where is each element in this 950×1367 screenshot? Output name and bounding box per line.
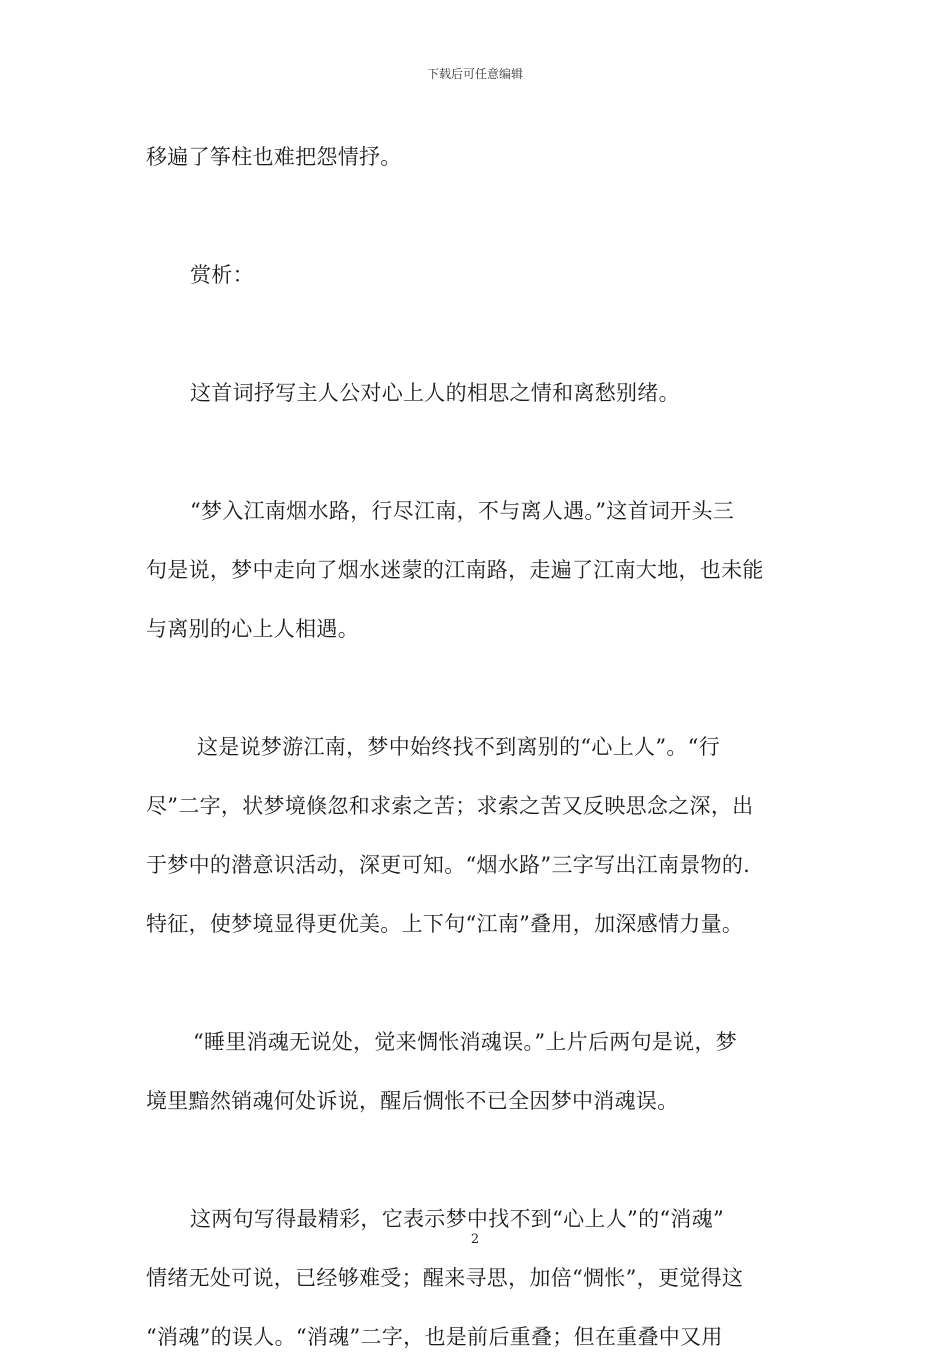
text-line: 境里黯然销魂何处诉说，醒后惆怅不已全因梦中消魂误。 (146, 1089, 679, 1113)
blank-line (146, 187, 806, 246)
blank-line (146, 305, 806, 364)
text-line: 与离别的心上人相遇。 (146, 617, 359, 641)
text-line: “消魂”的误人。“消魂”二字，也是前后重叠；但在重叠中又用 (146, 1325, 723, 1349)
text-line: “睡里消魂无说处，觉来惆怅消魂误。”上片后两句是说，梦 (193, 1030, 738, 1054)
text-line: 于梦中的潜意识活动，深更可知。“烟水路”三字写出江南景物的. (146, 853, 751, 877)
text-line: 移遍了筝柱也难把怨情抒。 (146, 145, 402, 169)
text-line: 句是说，梦中走向了烟水迷蒙的江南路，走遍了江南大地，也未能 (146, 558, 764, 582)
page-number: 2 (470, 1232, 480, 1247)
page-header: 下载后可任意编辑 (426, 67, 523, 81)
section-heading: 赏析： (190, 263, 254, 287)
text-line: 这首词抒写主人公对心上人的相思之情和离愁别绪。 (190, 381, 680, 405)
text-line: “梦入江南烟水路，行尽江南，不与离人遇。”这首词开头三 (190, 499, 735, 523)
blank-line (146, 954, 806, 1013)
text-line: 情绪无处可说，已经够难受；醒来寻思，加倍“惆怅”，更觉得这 (146, 1266, 744, 1290)
blank-line (146, 423, 806, 482)
text-line: 这两句写得最精彩，它表示梦中找不到“心上人”的“消魂” (190, 1207, 725, 1231)
blank-line (146, 659, 806, 718)
blank-line (146, 1131, 806, 1190)
text-line: 特征，使梦境显得更优美。上下句“江南”叠用，加深感情力量。 (146, 912, 744, 936)
text-line: 尽”二字，状梦境倏忽和求索之苦；求索之苦又反映思念之深，出 (146, 794, 754, 818)
text-line: 这是说梦游江南，梦中始终找不到离别的“心上人”。“行 (197, 735, 721, 759)
document-body (146, 128, 806, 1367)
